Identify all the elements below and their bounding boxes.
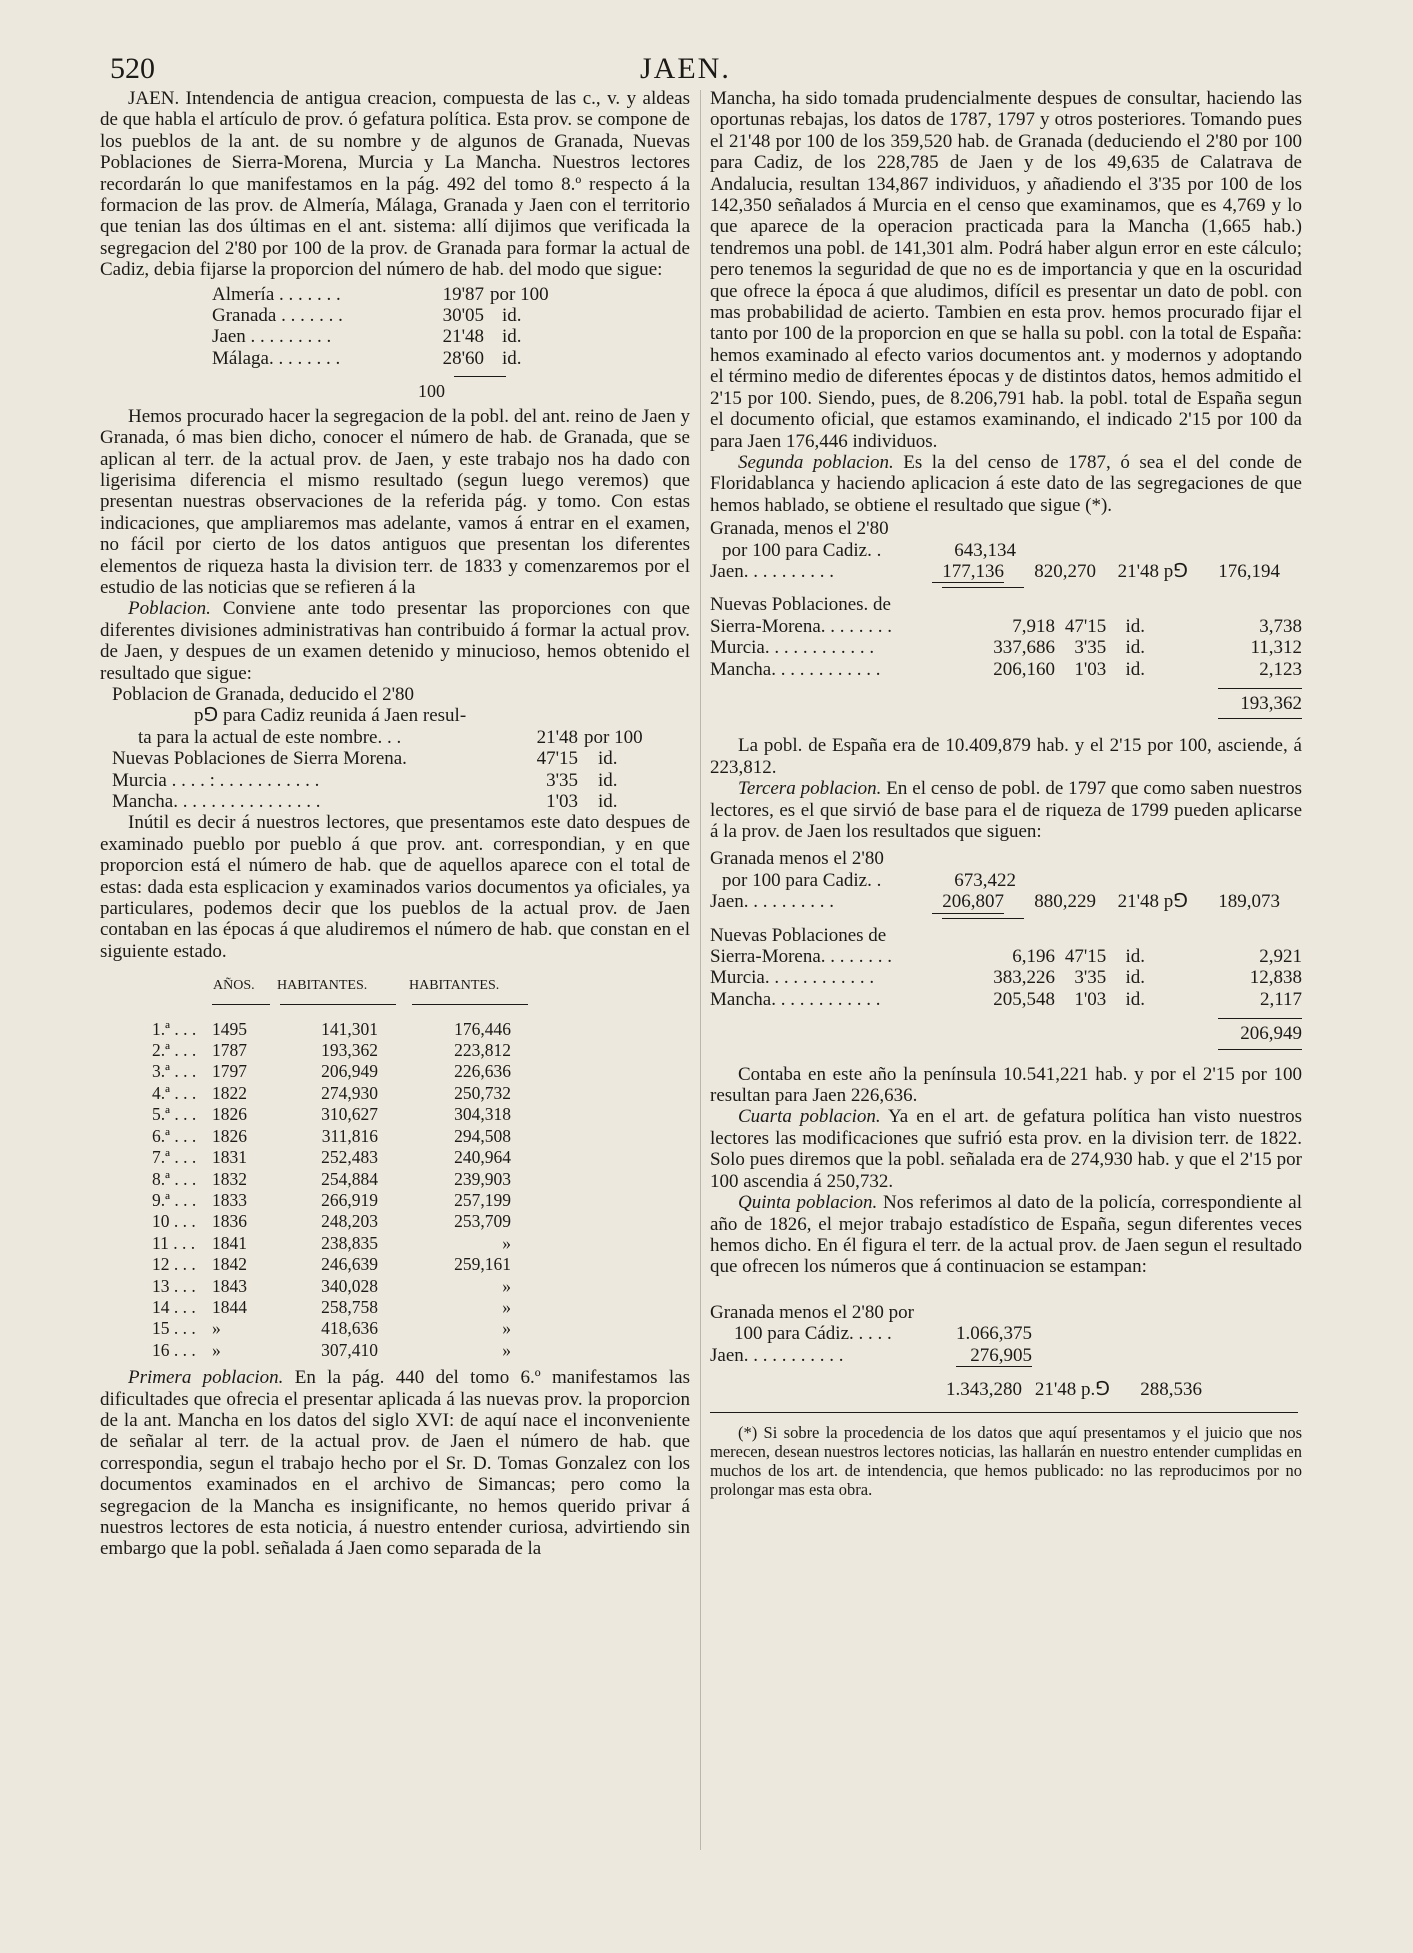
table-row: 100 para Cádiz. . . . . 1.066,375 [734, 1323, 1032, 1345]
year-cell: 1844 [212, 1296, 247, 1317]
row-index: 10 . . . [152, 1211, 196, 1232]
inhabitants-cell: 274,930 [321, 1082, 378, 1103]
row-index: 9.ª . . . [152, 1189, 197, 1210]
quinta-poblacion-paragraph: Quinta poblacion. Nos referimos al dato de la policía, correspondiente al año de 1826, el mejor trabajo estadístico de España, segun diferentes veces hemos dicho. En él figura el terr. de la actual prov. de Jaen segun el resultado que ofrecen los números que á continuacion se estampan: [710, 1192, 1302, 1278]
inhabitants-cell: 193,362 [321, 1040, 378, 1061]
table-row: Mancha. . . . . . . . . . . . 205,548 1'03 id. 2,117 [710, 988, 1302, 1010]
col-header-years: AÑOS. [213, 978, 255, 994]
footnote: (*) Si sobre la procedencia de los datos que aquí presentamos y el juicio que nos merecen, desean nuestros lectores noticias, las hallarán en nuestro entender cumplidas en muchos de los art. de intendencia, que hemos publicado: no las reproducimos por no prolongar mas esta obra. [710, 1423, 1302, 1500]
espana-paragraph-1: La pobl. de España era de 10.409,879 hab. y el 2'15 por 100, asciende, á 223,812. [710, 735, 1302, 778]
table-row [130, 1233, 535, 1254]
inhabitants-cell: 252,483 [321, 1147, 378, 1168]
inhabitants-cell: 240,964 [454, 1147, 511, 1168]
segregation-paragraph: Hemos procurado hacer la segregacion de la pobl. del ant. reino de Jaen y Granada, ó mas bien dicho, conocer el número de hab. de Granada, que se aplican al terr. de la actual prov. de Jaen, y este trabajo nos ha dado con ligerisima diferencia el mismo resultado (segun luego veremos) que presentan nuestras observaciones de la referida pág. y tomo. Con estas indicaciones, que ampliaremos mas adelante, vamos á entrar en el examen, no fácil por cierto de los datos antiguos que presentan los diferentes elementos de riqueza hasta la division terr. de 1833 y comenzaremos por el estudio de las noticias que se refieren á la [100, 405, 690, 598]
primera-poblacion-paragraph: Primera poblacion. En la pág. 440 del tomo 6.º manifestamos las dificultades que ofrecia el presentar aplicada á las nuevas prov. la proporcion de la ant. Mancha en los datos del siglo XVI: de aquí nace el inconveniente de señalar al terr. de la actual prov. de Jaen el número de hab. que correspondia, segun el trabajo hecho por el Sr. D. Tomas Gonzalez con los documentos examinados en el archivo de Simancas; pero como la segregacion de la Mancha es insignificante, no hemos querido privar á nuestros lectores de esta noticia, á nuestro entender curiosa, advirtiendo sin embargo que la pobl. señalada á Jaen como separada de la [100, 1367, 690, 1560]
row-index: 6.ª . . . [152, 1125, 197, 1146]
poblacion-paragraph: Poblacion. Conviene ante todo presentar las proporciones con que diferentes divisiones administrativas han contribuido á formar la actual prov. de Jaen, y despues de un examen detenido y minucioso, hemos obtenido el resultado que sigue: [100, 598, 690, 684]
inhabitants-cell: 311,816 [321, 1125, 378, 1146]
row-index: 4.ª . . . [152, 1082, 197, 1103]
section-lead: Cuarta poblacion. [738, 1106, 881, 1128]
table-row [130, 1104, 535, 1125]
row-index: 8.ª . . . [152, 1168, 197, 1189]
table-row: Murcia . . . . : . . . . . . . . . . . 3'35 id. [112, 769, 618, 791]
page-number: 520 [110, 52, 155, 85]
running-head: JAEN. [640, 52, 731, 85]
year-cell: 1797 [212, 1061, 247, 1082]
inhabitants-cell: 253,709 [454, 1211, 511, 1232]
population-table [130, 974, 535, 1361]
table-row [130, 1061, 535, 1082]
inhabitants-cell: 176,446 [454, 1018, 511, 1039]
table-row [130, 1083, 535, 1104]
table-row [130, 1147, 535, 1168]
year-cell: 1495 [212, 1018, 247, 1039]
section-lead: Primera poblacion. [128, 1367, 284, 1389]
table-row [130, 1211, 535, 1232]
continuation-paragraph: Mancha, ha sido tomada prudencialmente despues de consultar, haciendo las oportunas rebajas, los datos de 1787, 1797 y otros posteriores. Tomando pues el 21'48 por 100 de los 359,520 hab. de Granada (deduciendo el 2'80 por 100 para Cadiz, de los 228,785 de Jaen y de los 49,635 de Calatrava de Andalucia, resultan 134,867 individuos, y añadiendo el 3'35 por 100 de los 142,350 señalados á Murcia en el censo que examinamos, que es 4,769 y lo que aparece de la operacion practicada para la Mancha (1,665 hab.) tendremos una pobl. de 141,301 alm. Podrá haber algun error en este cálculo; pero tenemos la seguridad de que no es de importancia y que en la oscuridad que ofrece la época á que aludimos, difícil es presentar un dato de pobl. con mas probabilidad de acierto. Tambien en esta prov. hemos procurado fijar el tanto por 100 de la proporcion en que se halla su pobl. con la total de España: hemos examinado al efecto varios documentos ant. y modernos y adoptando el término medio de diferentes épocas y de distintos datos, hemos admitido el 2'15 por 100. Siendo, pues, de 8.206,791 hab. la pobl. total de España segun el documento oficial, que estamos examinando, el indicado 2'15 por 100 da para Jaen 176,446 individuos. [710, 88, 1302, 452]
header-rule [412, 1004, 528, 1005]
table-row: Jaen. . . . . . . . . . . 276,905 [710, 1344, 1032, 1366]
sum-rule [942, 918, 1024, 919]
row-index: 16 . . . [152, 1339, 196, 1360]
table-row: Murcia. . . . . . . . . . . . 383,226 3'35 id. 12,838 [710, 967, 1302, 989]
table-row [130, 1040, 535, 1061]
table-row: Sierra-Morena. . . . . . . . 6,196 47'15 id. 2,921 [710, 946, 1302, 968]
inhabitants-cell: 239,903 [454, 1168, 511, 1189]
year-cell: 1842 [212, 1254, 247, 1275]
year-cell: 1826 [212, 1104, 247, 1125]
table-row [130, 1169, 535, 1190]
page-header [0, 52, 1413, 88]
inhabitants-cell: » [502, 1339, 511, 1360]
table-row: por 100 para Cadiz. . 673,422 [722, 869, 1016, 891]
segunda-poblacion-paragraph: Segunda poblacion. Es la del censo de 1787, ó sea el del conde de Floridablanca y haciendo aplicacion á este dato de las segregaciones de que hemos hablado, se obtiene el resultado que sigue (*). [710, 451, 1302, 516]
left-column [100, 88, 690, 1560]
column-divider [700, 90, 701, 1850]
col-header-inhabitants-1: HABITANTES. [277, 978, 368, 994]
table-row: Mancha. . . . . . . . . . . . 206,160 1'03 id. 2,123 [710, 658, 1302, 680]
table-row: Nuevas Poblaciones de Sierra Morena. 47'15 id. [112, 748, 618, 770]
table-row: 1.343,280 21'48 p.⅁ 288,536 [946, 1378, 1202, 1400]
row-index: 14 . . . [152, 1296, 196, 1317]
table-row: Sierra-Morena. . . . . . . . 7,918 47'15 id. 3,738 [710, 615, 1302, 637]
table-row: Málaga. . . . . . . . 28'60 id. [212, 347, 522, 369]
row-index: 1.ª . . . [152, 1018, 197, 1039]
sum-rule [1218, 1049, 1302, 1050]
inhabitants-cell: 223,812 [454, 1040, 511, 1061]
inhabitants-cell: 254,884 [321, 1168, 378, 1189]
sum-rule [1218, 718, 1302, 719]
sum-rule [1218, 1018, 1302, 1019]
row-index: 13 . . . [152, 1275, 196, 1296]
table-row: Almería . . . . . . . 19'87 por 100 [212, 283, 549, 305]
inhabitants-cell: 246,639 [321, 1254, 378, 1275]
right-column [710, 88, 1302, 1499]
row-index: 5.ª . . . [152, 1104, 197, 1125]
table-row [130, 1190, 535, 1211]
proportion-total: 100 [418, 381, 445, 402]
inhabitants-cell: 294,508 [454, 1125, 511, 1146]
year-cell: 1833 [212, 1189, 247, 1210]
year-cell: 1787 [212, 1040, 247, 1061]
section-lead: Poblacion. [128, 598, 211, 620]
section-lead: Segunda poblacion. [738, 451, 894, 473]
calc-block-1826: Granada menos el 2'80 por 100 para Cádiz. . . . . 1.066,375 Jaen. . . . . . . . . . . 276,905 1.343,280 21'48 p.⅁ 288,536 [710, 1301, 1202, 1400]
row-index: 2.ª . . . [152, 1040, 197, 1061]
table-row [130, 1254, 535, 1275]
inhabitants-cell: » [502, 1318, 511, 1339]
inhabitants-cell: 206,949 [321, 1061, 378, 1082]
explanation-paragraph: Inútil es decir á nuestros lectores, que presentamos este dato despues de examinado pueblo por pueblo á que prov. ant. correspondian, y en que proporcion está el número de hab. que de aquellos aparece con el total de estas: dada esta esplicacion y examinados varios documentos ya oficiales, ya particulares, podemos decir que los pueblos de la actual prov. de Jaen contaban en las épocas á que aludiremos el número de hab. que constan en el siguiente estado. [100, 812, 690, 962]
section-lead: Tercera poblacion. [738, 778, 882, 800]
inhabitants-cell: » [502, 1232, 511, 1253]
table-row: Murcia. . . . . . . . . . . . 337,686 3'35 id. 11,312 [710, 637, 1302, 659]
year-cell: 1841 [212, 1232, 247, 1253]
year-cell: 1822 [212, 1082, 247, 1103]
year-cell: 1843 [212, 1275, 247, 1296]
year-cell: 1831 [212, 1147, 247, 1168]
proportion-table-1 [212, 284, 549, 370]
proportion-table-2: Poblacion de Granada, deducido el 2'80 p⅁ para Cadiz reunida á Jaen resul- ta para la actual de este nombre. . . 21'48 por 100 Nuevas Poblaciones de Sierra Morena. 47'15 id. Murcia . . . . : . . . . . . . . . . . 3'35 id. Mancha. . . . . . . . . . . . . . . . 1'03 id. [112, 683, 643, 812]
row-index: 7.ª . . . [152, 1147, 197, 1168]
inhabitants-cell: 248,203 [321, 1211, 378, 1232]
calc-block-1797: Granada menos el 2'80 por 100 para Cadiz. . 673,422 Jaen. . . . . . . . . . 206,807 880,229 21'48 p⅁ 189,073 Nuevas Poblaciones de Sierra-Morena. . . . . . . . 6,196 47'15 id. 2,921 Murcia. . . . . . . . . . . . 383,226 3'35 id. 12,838 Mancha. . . . . . . . . . . . 205,548 1'03 id. 2,117 206,949 [710, 848, 1302, 1049]
calc-total: 193,362 [1240, 692, 1302, 714]
inhabitants-cell: 259,161 [454, 1254, 511, 1275]
header-rule [212, 1004, 270, 1005]
table-row: Mancha. . . . . . . . . . . . . . . . 1'03 id. [112, 791, 618, 812]
inhabitants-cell: 238,835 [321, 1232, 378, 1253]
table-row: Jaen. . . . . . . . . . 206,807 880,229 21'48 p⅁ 189,073 [710, 891, 1280, 913]
section-lead: Quinta poblacion. [738, 1192, 878, 1214]
row-index: 15 . . . [152, 1318, 196, 1339]
table-row [130, 1019, 535, 1040]
table-row [130, 1276, 535, 1297]
sum-rule [942, 587, 1024, 588]
inhabitants-cell: 304,318 [454, 1104, 511, 1125]
col-header-inhabitants-2: HABITANTES. [409, 978, 500, 994]
sum-rule [1218, 688, 1302, 689]
header-rule [280, 1004, 396, 1005]
row-index: 12 . . . [152, 1254, 196, 1275]
intro-paragraph: JAEN. Intendencia de antigua creacion, compuesta de las c., v. y aldeas de que habla el artículo de prov. ó gefatura política. Esta prov. se compone de los pueblos de la ant. de su nombre y de algunos de Granada, Nuevas Poblaciones de Sierra-Morena, Murcia y La Mancha. Nuestros lectores recordarán lo que manifestamos en la pág. 492 del tomo 8.º respecto á la formacion de las prov. de Almería, Málaga, Granada y Jaen con el territorio que tenian las dos últimas en el ant. sistema: allí dijimos que verificada la segregacion del 2'80 por 100 de la prov. de Granada para formar la actual de Cadiz, debia fijarse la proporcion del número de hab. del modo que sigue: [100, 88, 690, 281]
cuarta-poblacion-paragraph: Cuarta poblacion. Ya en el art. de gefatura política han visto nuestros lectores las modificaciones que sufrió esta prov. en la division terr. de 1822. Solo pues diremos que la pobl. señalada era de 274,930 hab. y que el 2'15 por 100 ascendia á 250,732. [710, 1106, 1302, 1192]
table-row: por 100 para Cadiz. . 643,134 [722, 539, 1016, 561]
inhabitants-cell: » [502, 1296, 511, 1317]
tercera-poblacion-paragraph: Tercera poblacion. En el censo de pobl. de 1797 que como saben nuestros lectores, es el que sirvió de base para el de riqueza de 1799 pueden aplicarse á la prov. de Jaen los resultados que siguen: [710, 778, 1302, 842]
year-cell: » [212, 1318, 221, 1339]
table-row [130, 1318, 535, 1339]
inhabitants-cell: 258,758 [321, 1296, 378, 1317]
table-header-row [130, 974, 535, 997]
inhabitants-cell: 310,627 [321, 1104, 378, 1125]
espana-paragraph-2: Contaba en este año la península 10.541,221 hab. y por el 2'15 por 100 resultan para Jaen 226,636. [710, 1063, 1302, 1107]
inhabitants-cell: 266,919 [321, 1189, 378, 1210]
row-index: 11 . . . [152, 1232, 196, 1253]
table-row: ta para la actual de este nombre. . . 21'48 por 100 [138, 726, 643, 748]
footnote-rule [710, 1412, 1298, 1413]
table-row [130, 1340, 535, 1361]
year-cell: 1836 [212, 1211, 247, 1232]
calc-total: 206,949 [1240, 1023, 1302, 1045]
table-row [130, 1126, 535, 1147]
inhabitants-cell: 307,410 [321, 1339, 378, 1360]
table-row: Jaen . . . . . . . . . 21'48 id. [212, 326, 522, 348]
inhabitants-cell: 340,028 [321, 1275, 378, 1296]
table-row: Granada . . . . . . . 30'05 id. [212, 305, 522, 327]
calc-block-1787: Granada, menos el 2'80 por 100 para Cadiz. . 643,134 Jaen. . . . . . . . . . 177,136 820,270 21'48 p⅁ 176,194 Nuevas Poblaciones. de Sierra-Morena. . . . . . . . 7,918 47'15 id. 3,738 Murcia. . . . . . . . . . . . 337,686 3'35 id. 11,312 Mancha. . . . . . . . . . . . 206,160 1'03 id. 2,123 193,362 [710, 518, 1302, 719]
inhabitants-cell: 418,636 [321, 1318, 378, 1339]
inhabitants-cell: 257,199 [454, 1189, 511, 1210]
sum-rule [454, 376, 506, 377]
year-cell: » [212, 1339, 221, 1360]
inhabitants-cell: » [502, 1275, 511, 1296]
inhabitants-cell: 226,636 [454, 1061, 511, 1082]
year-cell: 1832 [212, 1168, 247, 1189]
table-row [130, 1297, 535, 1318]
year-cell: 1826 [212, 1125, 247, 1146]
population-table-body [130, 1019, 535, 1362]
row-index: 3.ª . . . [152, 1061, 197, 1082]
inhabitants-cell: 250,732 [454, 1082, 511, 1103]
table-row: Jaen. . . . . . . . . . 177,136 820,270 21'48 p⅁ 176,194 [710, 560, 1280, 583]
inhabitants-cell: 141,301 [321, 1018, 378, 1039]
